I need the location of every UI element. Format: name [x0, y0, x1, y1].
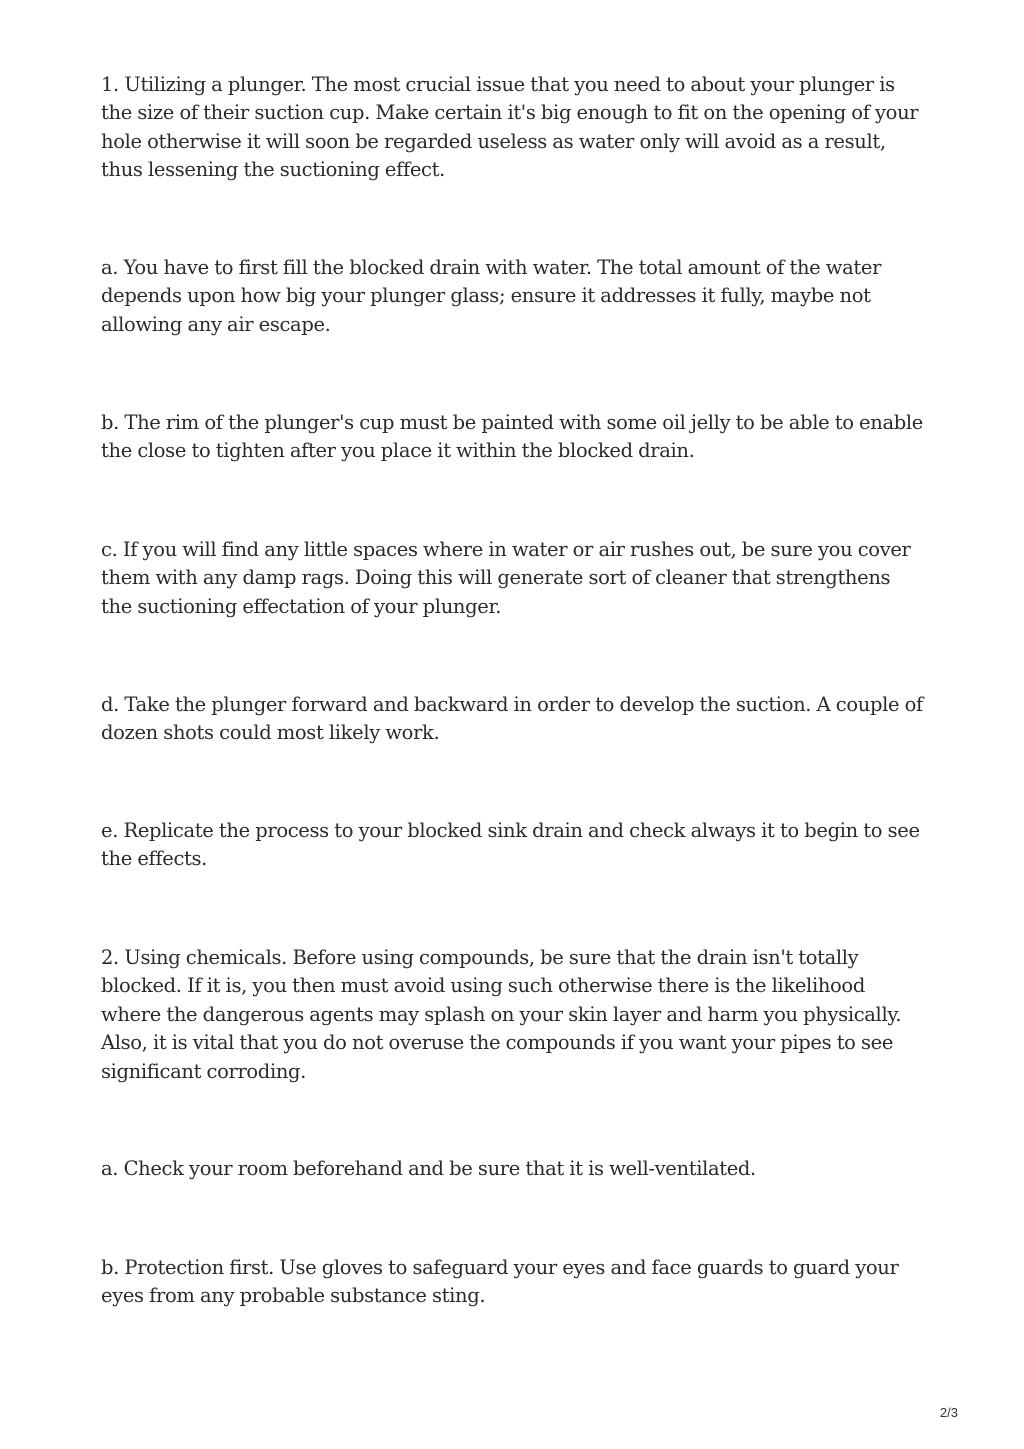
page-number: 2/3	[939, 1405, 958, 1420]
paragraph-plunger-intro: 1. Utilizing a plunger. The most crucial issue that you need to about your plunger is the size of their suction cup. Make certain it's big enough to fit on the opening of your hole otherwise it will soon be regarded useless as water only will avoid as a result, thus lessening the suctioning effect.	[101, 73, 919, 182]
paragraph-plunger-step-a: a. You have to first fill the blocked drain with water. The total amount of the water depends upon how big your plunger glass; ensure it addresses it fully, maybe not allowing any air escape.	[101, 256, 882, 336]
paragraph-chemicals-step-a: a. Check your room beforehand and be sure that it is well-ventilated.	[101, 1157, 756, 1180]
paragraph-plunger-step-d: d. Take the plunger forward and backward in order to develop the suction. A couple of dozen shots could most likely work.	[101, 693, 923, 745]
paragraph-chemicals-step-b: b. Protection first. Use gloves to safeguard your eyes and face guards to guard your eyes from any probable substance sting.	[101, 1256, 899, 1308]
paragraph-plunger-step-c: c. If you will find any little spaces where in water or air rushes out, be sure you cover them with any damp rags. Doing this will generate sort of cleaner that strengthens the suctioning effectation of your plunger.	[101, 538, 911, 618]
paragraph-chemicals-intro: 2. Using chemicals. Before using compounds, be sure that the drain isn't totally blocked. If it is, you then must avoid using such otherwise there is the likelihood where the dangerous agents may splash on your skin layer and harm you physically. Also, it is vital that you do not overuse the compounds if you want your pipes to see significant corroding.	[101, 946, 902, 1083]
paragraph-plunger-step-e: e. Replicate the process to your blocked sink drain and check always it to begin to see the effects.	[101, 819, 920, 871]
paragraph-plunger-step-b: b. The rim of the plunger's cup must be painted with some oil jelly to be able to enable the close to tighten after you place it within the blocked drain.	[101, 411, 923, 463]
